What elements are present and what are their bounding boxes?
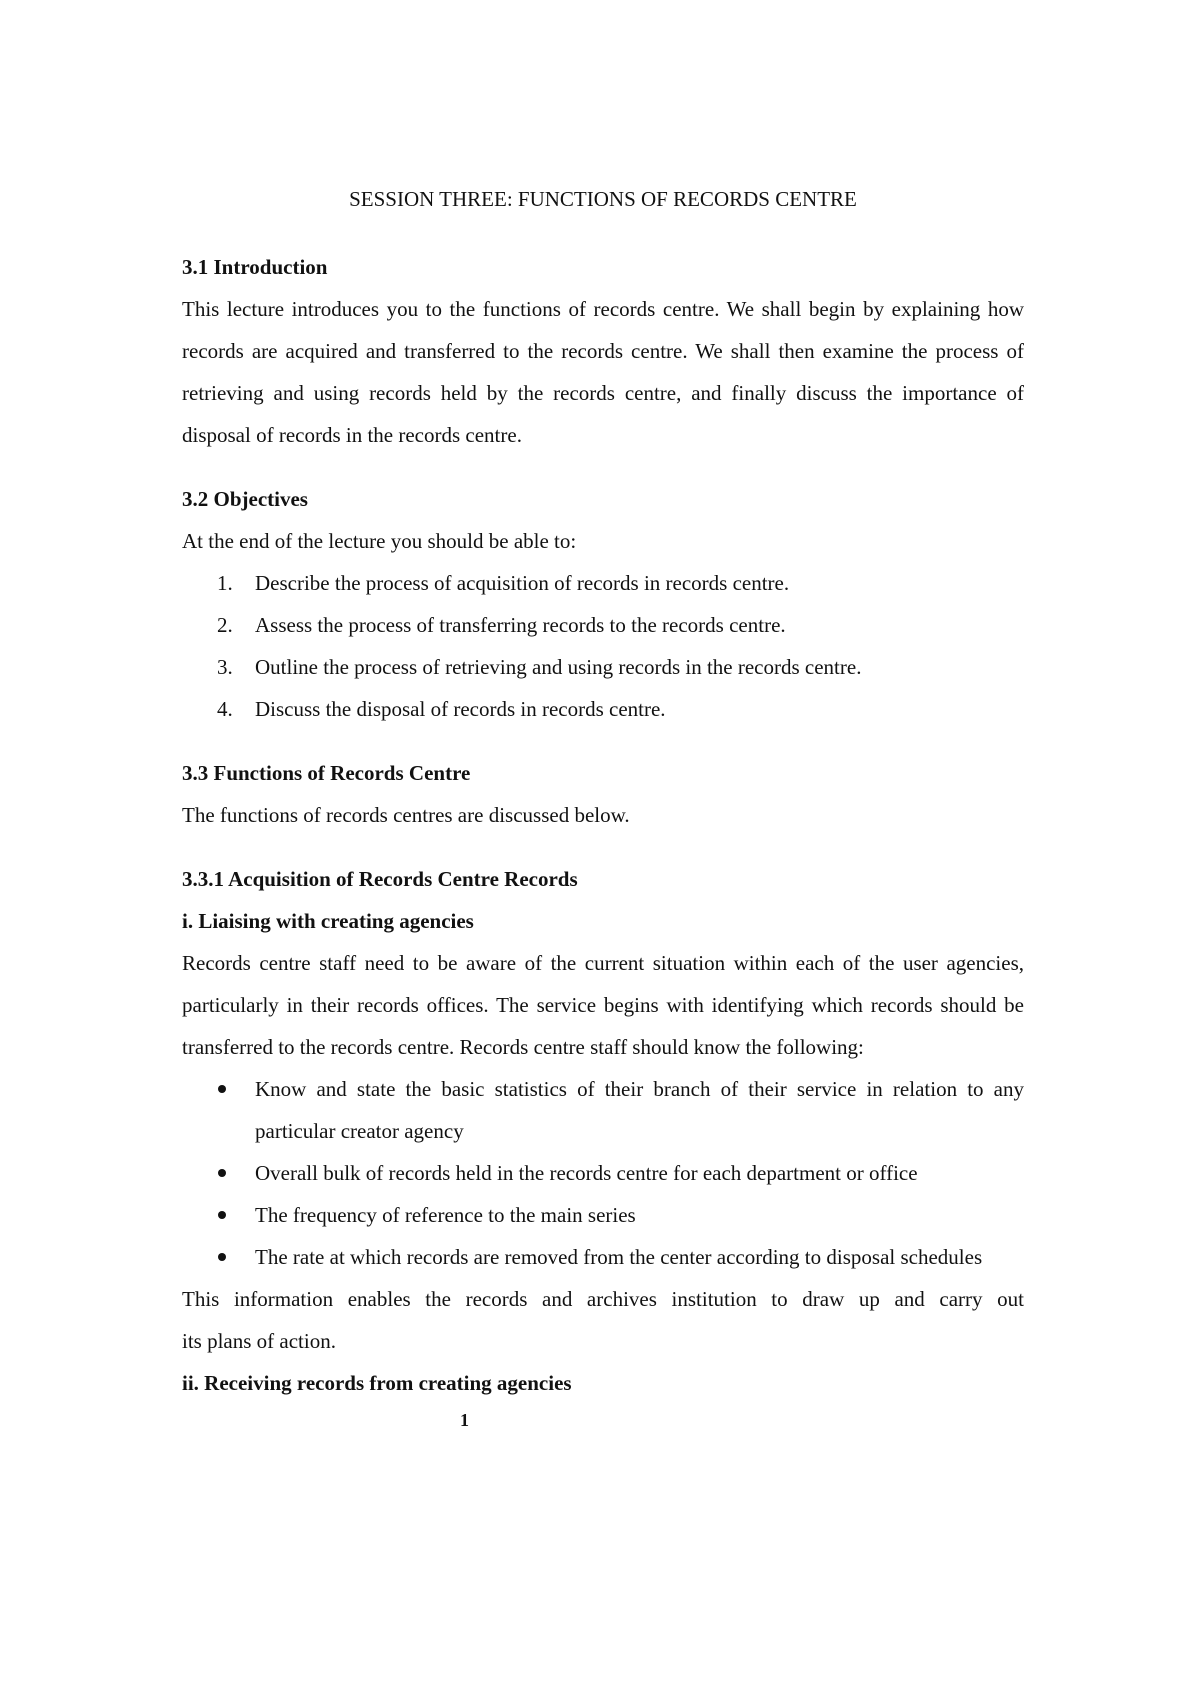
objectives-heading: 3.2 Objectives	[182, 487, 308, 511]
objectives-lead: At the end of the lecture you should be able to:	[182, 529, 577, 553]
bullet-icon	[218, 1169, 226, 1177]
bullet-item	[182, 1152, 1024, 1194]
bullet-icon	[218, 1211, 226, 1219]
liaising-subheading: i. Liaising with creating agencies	[182, 909, 474, 933]
objective-item	[182, 604, 1024, 646]
objective-item	[182, 688, 1024, 730]
bullet-text: Overall bulk of records held in the records centre for each department or office	[255, 1161, 918, 1185]
objective-number: 2.	[217, 613, 233, 637]
objective-item	[182, 562, 1024, 604]
section-spacer	[182, 730, 1024, 752]
objective-number: 1.	[217, 571, 233, 595]
closing-line: This information enables the records and archives institution to draw up and carry out	[182, 1287, 1024, 1311]
statistics-list	[182, 1068, 1024, 1278]
bullet-item	[182, 1068, 1024, 1152]
closing-line-end: its plans of action.	[182, 1329, 336, 1353]
bullet-text: Know and state the basic statistics of their branch of their service in relation to any particular creator agency	[255, 1077, 1024, 1143]
bullet-item	[182, 1236, 1024, 1278]
objective-number: 3.	[217, 655, 233, 679]
bullet-icon	[218, 1253, 226, 1261]
bullet-item	[182, 1194, 1024, 1236]
objective-number: 4.	[217, 697, 233, 721]
objective-text: Outline the process of retrieving and using records in the records centre.	[255, 655, 862, 679]
bullet-text: The rate at which records are removed from the center according to disposal schedules	[255, 1245, 983, 1269]
page-title: SESSION THREE: FUNCTIONS OF RECORDS CENTRE	[349, 187, 857, 211]
receiving-subheading: ii. Receiving records from creating agencies	[182, 1371, 572, 1395]
document-body	[182, 180, 1024, 1404]
objectives-list	[182, 562, 1024, 730]
functions-lead: The functions of records centres are discussed below.	[182, 803, 630, 827]
objective-text: Discuss the disposal of records in records centre.	[255, 697, 666, 721]
page-number: 1	[460, 1410, 469, 1430]
introduction-heading: 3.1 Introduction	[182, 255, 328, 279]
section-spacer	[182, 836, 1024, 858]
introduction-paragraph: This lecture introduces you to the functions of records centre. We shall begin by explaining how records are acquired and transferred to the records centre. We shall then examine the process of retrieving and using records held by the records centre, and finally discuss the importance of disposal of records in the records centre.	[182, 297, 1024, 447]
section-spacer	[182, 456, 1024, 478]
objective-item	[182, 646, 1024, 688]
objective-text: Describe the process of acquisition of records in records centre.	[255, 571, 790, 595]
functions-heading: 3.3 Functions of Records Centre	[182, 761, 471, 785]
objective-text: Assess the process of transferring records to the records centre.	[255, 613, 786, 637]
liaising-paragraph: Records centre staff need to be aware of the current situation within each of the user agencies, particularly in their records offices. The service begins with identifying which records should be transferred to the records centre. Records centre staff should know the following:	[182, 951, 1024, 1059]
bullet-icon	[218, 1085, 226, 1093]
acquisition-heading: 3.3.1 Acquisition of Records Centre Records	[182, 867, 578, 891]
bullet-text: The frequency of reference to the main series	[255, 1203, 636, 1227]
